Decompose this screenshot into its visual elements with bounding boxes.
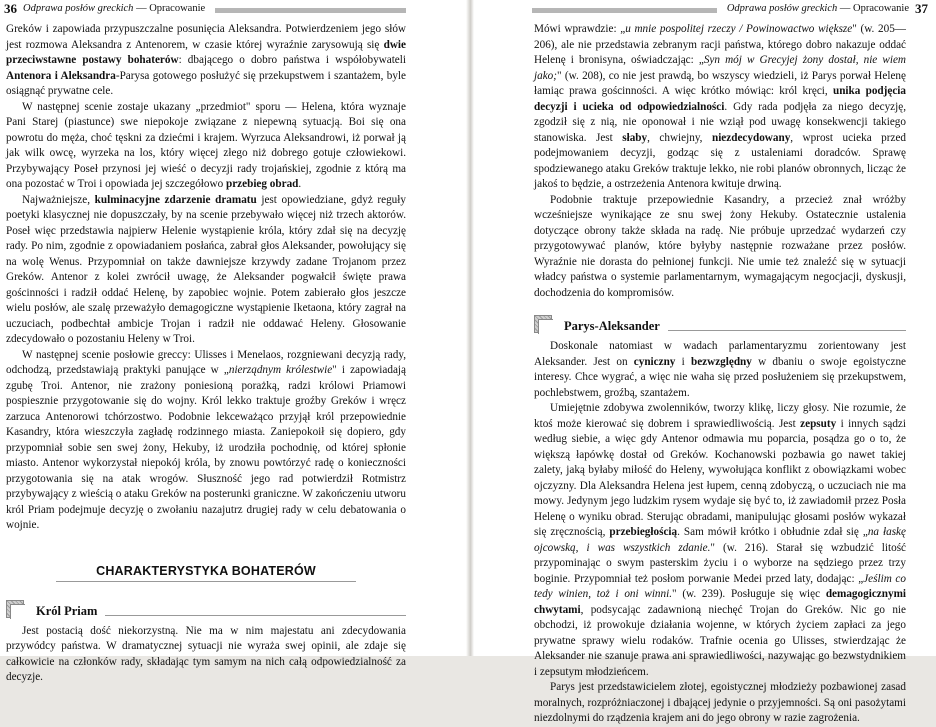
paragraph: [6, 22, 406, 100]
text-run: " i zapowiadają zgubę Troi. Antenor, nie zrażony poniesioną porażką, radzi królowi Priamowi pospiesznie przygotowanie się do wojny. Król lekko traktuje groźby Greków i wręcz zarzuca Antenorowi tchórzostwo. Podobnie lekceważąco przyjął król przepowiednie Kasandry, która wieszczyła zagładę rodzinnego miasta. Zaniepokoił się dopiero, gdy przypomniał sobie sen swej żony, Hekuby, iż urodziła pochodnię, od której spłonie miasto. Antenor wykorzystał niepokój króla, by znowu powtórzyć radę o konieczności przygotowania się na atak wrogów. Słuszność jego rad potwierdził Rotmistrz przybywający z wieścią o ataku Greków na posterunki graniczne. W zakończeniu utworu król Priam podejmuje decyzję o zwołaniu nazajutrz drugiej rady w celu debatowania o wojnie.: [6, 364, 406, 531]
text-run: : dbającego o dobro państwa i współobywateli: [178, 54, 406, 66]
section-marker-icon: [534, 315, 554, 333]
text-run: Parys jest przedstawicielem złotej, egoistycznej młodzieży pozbawionej zasad moralnych, rozpróżniaczonej i dbającej jedynie o przyjemności. Są oni pasożytami niezdolnymi do rządzenia krajem ani do jego obrony w razie zagrożenia.: [534, 681, 906, 724]
text-run: " (w. 208), co nie jest prawdą, bo wszyscy wiedzieli, iż Parys porwał Helenę łamiąc prawa gościnności. A więc krótko mówiąc: król kręci,: [534, 69, 906, 97]
paragraph: [534, 401, 906, 680]
text-run: Doskonale natomiast w wadach parlamentaryzmu zorientowany jest Aleksander. Jest on: [534, 340, 906, 368]
running-title-main: Odprawa posłów greckich: [23, 3, 134, 14]
page-number: 36: [4, 1, 17, 16]
text-run: -Parysa gotowego posłużyć się przekupstwem i szantażem, byle osiągnąć prywatne cele.: [6, 69, 406, 97]
paragraph: [534, 680, 906, 727]
bold-text: słaby: [622, 131, 648, 144]
running-header: [4, 0, 406, 16]
running-title: [23, 3, 205, 15]
right-text-column: [534, 22, 906, 727]
text-run: . Sam mówił krótko i obłudnie zdał się „: [677, 526, 868, 538]
bold-text: dwie przeciwstawne postawy bohaterów: [6, 38, 406, 66]
bold-text: demagogicznymi chwytami: [534, 588, 906, 616]
running-title-suffix: — Opracowanie: [133, 3, 206, 14]
running-header: [532, 0, 928, 16]
italic-quote: Jeślim co tedy winien, toż i oni winni.: [534, 572, 906, 600]
text-run: W następnej scenie zostaje ukazany „przedmiot" sporu — Helena, która wyznaje Pani Starej (piastunce) swe niepokoje związane z niepewną sytuacją. Boi się ona powrotu do męża, choć tęskni za dziećmi i krajem. Wyrzuca Aleksandrowi, iż porwał ją jak wilk owcę, wyrzeka na los, który więcej złego niż dobrego gotuje człowiekowi. Przybywający Poseł przynosi jej wieść o decyzji rady trojańskiej, zgodnie z którą ma ona pozostać w Troi i opowiada jej szczegółowo: [6, 100, 406, 190]
text-run: " (w. 239). Posługuje się więc: [672, 588, 826, 600]
text-run: Podobnie traktuje przepowiednie Kasandry, a przecież znał wróżby wcześniejsze wynikające ze snu swej żony Hekuby. Ostatecznie ustalenia dotyczące obrony także składa na radę. Nie próbuje uprzedzać wydarzeń czy przygotowywać planów, które byłyby następnie rozważane przez posłów. Wyraźnie nie dorasta do pełnionej funkcji. Nie umie też znaleźć się w sytuacji władcy państwa o systemie parlamentarnym, wymagającym negocjacji, dyskusji, dochodzenia do kompromisów.: [534, 193, 906, 299]
text-run: i innych sądzi według siebie, a więc gdy Antenor odmawia mu poparcia, posądza go o to, że większą łapówkę dostał od Greków. Kochanowski pozbawia go nawet takiej zalety, jaką byłaby miłość do Heleny, wywołująca konflikt z obowiązkami wobec ojczyzny. Dla Aleksandra Helena jest łupem, cenną zdobyczą, o uczuciach nie ma mowy. Jedynym jego ludzkim rysem wydaje się być to, iż zawiadomił przez Posła Helenę o wyniku obrad. Sterując obradami, manipulując głosami posłów wykazał się zręcznością,: [534, 417, 906, 538]
bold-text: cyniczny: [633, 355, 676, 368]
text-run: , wprost ucieka przed podejmowaniem decyzji, godząc się z ustaleniami doradców. Sprawę spodziewanego ataku Greków traktuje lekko, nie robi planów obronnych, licząc że jakoś to będzie, a ostrzeżenia Antenora kwituje drwiną.: [534, 131, 907, 190]
chapter-title: CHARAKTERYSTYKA BOHATERÓW: [96, 563, 316, 578]
running-title-suffix: — Opracowanie: [837, 3, 909, 14]
page-number: 37: [915, 1, 928, 16]
paragraph: [6, 193, 406, 348]
running-title: [727, 3, 909, 15]
italic-quote: nierządnym królestwie: [228, 364, 333, 376]
text-run: Mówi wprawdzie: „: [534, 23, 626, 35]
header-rule: [532, 8, 717, 13]
paragraph: [534, 193, 906, 302]
bold-text: unika podjęcia decyzji i ucieka od odpowiedzialności: [534, 85, 907, 113]
text-run: .: [298, 178, 302, 190]
text-run: , podsycając zadawnioną niechęć Trojan do Greków. Nic go nie obchodzi, iż prowokuje działania wojenne, w których życiem zapłaci za jego prywatne sprawy wielu rodaków. Trafnie ocenia go Ulisses, stwierdzając że Aleksander nie szanuje prawa ani sprawiedliwości, nazywając go bezwstydnikiem i zepsutym młodzieńcem.: [534, 603, 906, 678]
bold-text: niezdecydowany: [711, 131, 791, 144]
text-run: , chwiejny,: [647, 131, 712, 144]
paragraph: [6, 100, 406, 193]
section-title: Parys-Aleksander: [564, 319, 660, 333]
italic-quote: u mnie pospolitej rzeczy / Powinowactwo większe: [625, 23, 853, 35]
text-run: Jest postacią dość niekorzystną. Nie ma w nim majestatu ani zdecydowania przywódcy państwa. W dramatycznej sytuacji nie wyraża swej opinii, ale zdaje się całkowicie na członków rady, składając tym samym na nich całą odpowiedzialność za decyzje.: [6, 624, 406, 683]
italic-quote: na łaskę ojcowską, i was wszystkich zdanie.: [534, 526, 906, 554]
text-run: Greków i zapowiada przypuszczalne posunięcia Aleksandra. Potwierdzeniem jego słów jest rozmowa Aleksandra z Antenorem, w czasie której wyraźnie zarysowują się: [6, 23, 406, 51]
paragraph: [6, 348, 406, 534]
bold-text: Antenora i Aleksandra: [6, 69, 116, 82]
chapter-heading: [6, 564, 406, 582]
left-section-paragraphs: [6, 624, 406, 686]
text-run: " (w. 205—206), ale nie przedstawia zebranym racji państwa, którego dobro nakazuje oddać Helenę i bronisyna, oświadczając: „: [534, 23, 906, 66]
section-title: Król Priam: [36, 603, 98, 618]
bold-text: przebieg obrad: [225, 178, 299, 190]
right-page: [472, 0, 936, 724]
section-marker-icon: [6, 600, 26, 618]
left-text-column: [6, 22, 406, 686]
right-top-paragraphs: [534, 22, 906, 301]
header-rule: [215, 8, 406, 13]
bold-text: bezwzględny: [690, 355, 752, 368]
bold-text: kulminacyjne zdarzenie dramatu: [94, 193, 257, 206]
paragraph: [534, 22, 906, 193]
running-title-main: Odprawa posłów greckich: [726, 3, 838, 14]
section-heading-parys: [534, 315, 906, 333]
right-section-paragraphs: [534, 339, 906, 727]
paragraph: [534, 339, 906, 401]
section-heading-priam: [6, 600, 406, 618]
text-run: i: [675, 355, 691, 368]
text-run: W następnej scenie posłowie greccy: Ulisses i Menelaos, rozgniewani decyzją rady, odchodzą, przedstawiają praktyki panujące w „: [6, 348, 406, 376]
left-top-paragraphs: [6, 22, 406, 534]
left-page: [0, 0, 470, 683]
chapter-underline: [56, 581, 356, 582]
section-rule: [105, 615, 406, 616]
paragraph: [6, 624, 406, 686]
text-run: w dbaniu o swoje egoistyczne interesy. Chce wygrać, a więc nie waha się przed posłużeniem się przekupstwem, pochlebstwem, groźbą, szantażem.: [534, 355, 907, 399]
bold-text: przebiegłością: [609, 526, 678, 538]
text-run: jest opowiedziane, gdyż reguły poetyki klasycznej nie dopuszczały, by na scenie przebywało więcej niż trzech aktorów. Poseł więc przedstawia najpierw Helenie wystąpienie króla, który zdał się na decyzję rady. Po nim, zgodnie z opowiadaniem posłańca, zabrał głos Aleksander, powołujący się na wolę Wenus. Przypomniał on także dawniejsze krzywdy zadane Trojanom przez Greków. Antenor z kolei zwrócił uwagę, że Aleksander pogwałcił święte prawa gościnności i radził oddać Helenę, by zapobiec wojnie. Potem zabierało głos jeszcze wielu posłów, ale szalę przeważyło demagogiczne wystąpienie Iketaona, który zagrał na uczuciach, podbechtał ambicje Trojan i radził nie oddawać Heleny. Głosowanie zdecydowało o pozostaniu Heleny w Troi.: [6, 193, 406, 345]
text-run: . Gdy rada podjęła za niego decyzję, zgodził się z nią, nie oponował i nie wziął pod uwagę konsekwencji takiego stanowiska. Jest: [534, 100, 907, 144]
italic-quote: Syn mój w Grecyjej żony dostał, nie wiem jako;: [534, 54, 906, 82]
text-run: Najważniejsze,: [22, 193, 95, 206]
text-run: Umiejętnie zdobywa zwolenników, tworzy klikę, liczy głosy. Nie rozumie, że ktoś może kierować się dobrem i sprawiedliwością. Jest: [534, 402, 906, 430]
text-run: " (w. 216). Starał się wzbudzić litość przypominając o swym pasterskim życiu i o wyborze na sędziego przez trzy boginie. Przypomniał też posłom porwanie Medei przed laty, dodając: „: [534, 541, 907, 585]
bold-text: zepsuty: [800, 417, 837, 430]
section-rule: [668, 330, 906, 331]
